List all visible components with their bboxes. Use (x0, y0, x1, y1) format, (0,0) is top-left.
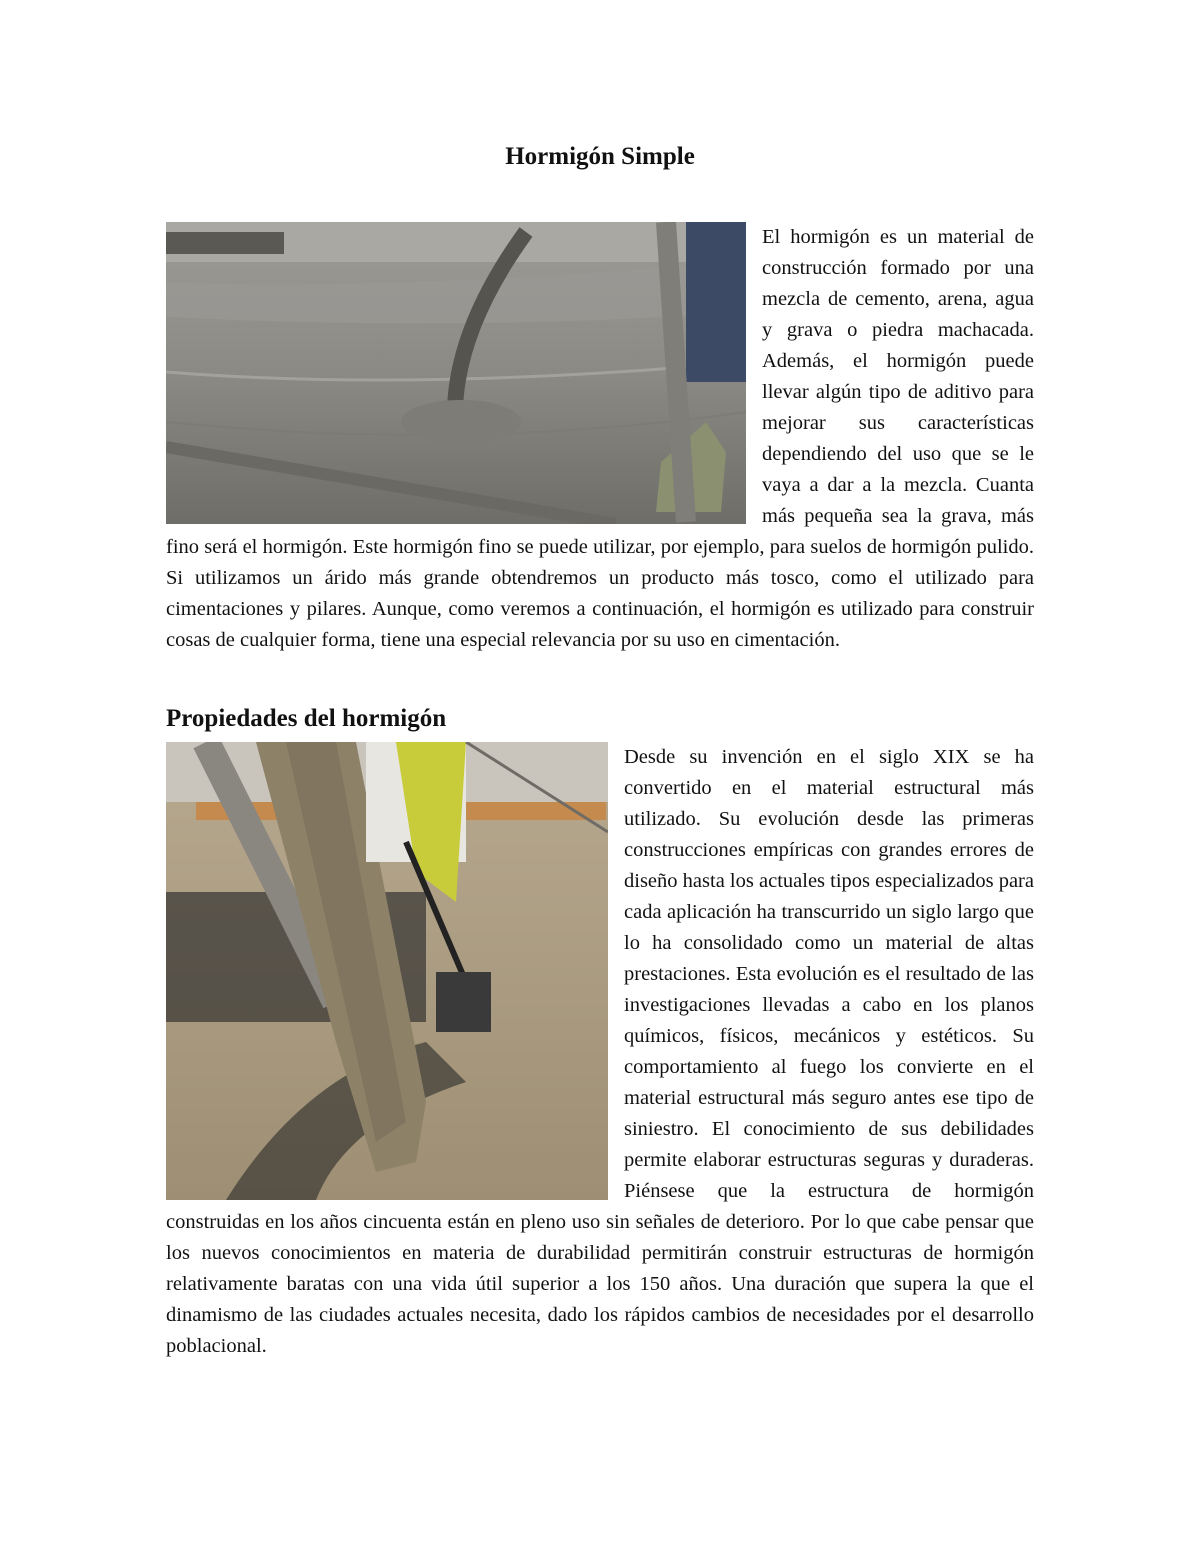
intro-paragraph: El hormigón es un material de construcción formado por una mezcla de cemento, arena, agua y grava o piedra machacada. Además, el hormigón puede llevar algún tipo de aditivo para mejorar sus características dependiendo del uso que se le vaya a dar a la mezcla. Cuanta más pequeña sea la grava, más fino será el hormigón. Este hormigón fino se puede utilizar, por ejemplo, para suelos de hormigón pulido. Si utilizamos un árido más grande obtendremos un producto más tosco, como el utilizado para cimentaciones y pilares. Aunque, como veremos a continuación, el hormigón es utilizado para construir cosas de cualquier forma, tiene una especial relevancia por su uso en cimentación. (166, 226, 1034, 651)
properties-heading: Propiedades del hormigón (166, 705, 447, 732)
properties-paragraph: Desde su invención en el siglo XIX se ha convertido en el material estructural más utilizado. Su evolución desde las primeras construcciones empíricas con grandes errores de diseño hasta los actuales tipos especializados para cada aplicación ha transcurrido un siglo largo que lo ha consolidado como un material de altas prestaciones. Esta evolución es el resultado de las investigaciones llevadas a cabo en los planos químicos, físicos, mecánicos y estéticos. Su comportamiento al fuego los convierte en el material estructural más seguro antes ese tipo de siniestro. El conocimiento de sus debilidades permite elaborar estructuras seguras y duraderas. Piénsese que la estructura de hormigón construidas en los años cincuenta están en pleno uso sin señales de deterioro. Por lo que cabe pensar que los nuevos conocimientos en materia de durabilidad permitirán construir estructuras de hormigón relativamente baratas con una vida útil superior a los 150 años. Una duración que supera la que el dinamismo de las ciudades actuales necesita, dado los rápidos cambios de necesidades por el desarrollo poblacional. (166, 746, 1034, 1357)
concrete-chute-photo (166, 742, 608, 1200)
document-title: Hormigón Simple (505, 143, 695, 170)
concrete-pouring-photo (166, 222, 746, 524)
